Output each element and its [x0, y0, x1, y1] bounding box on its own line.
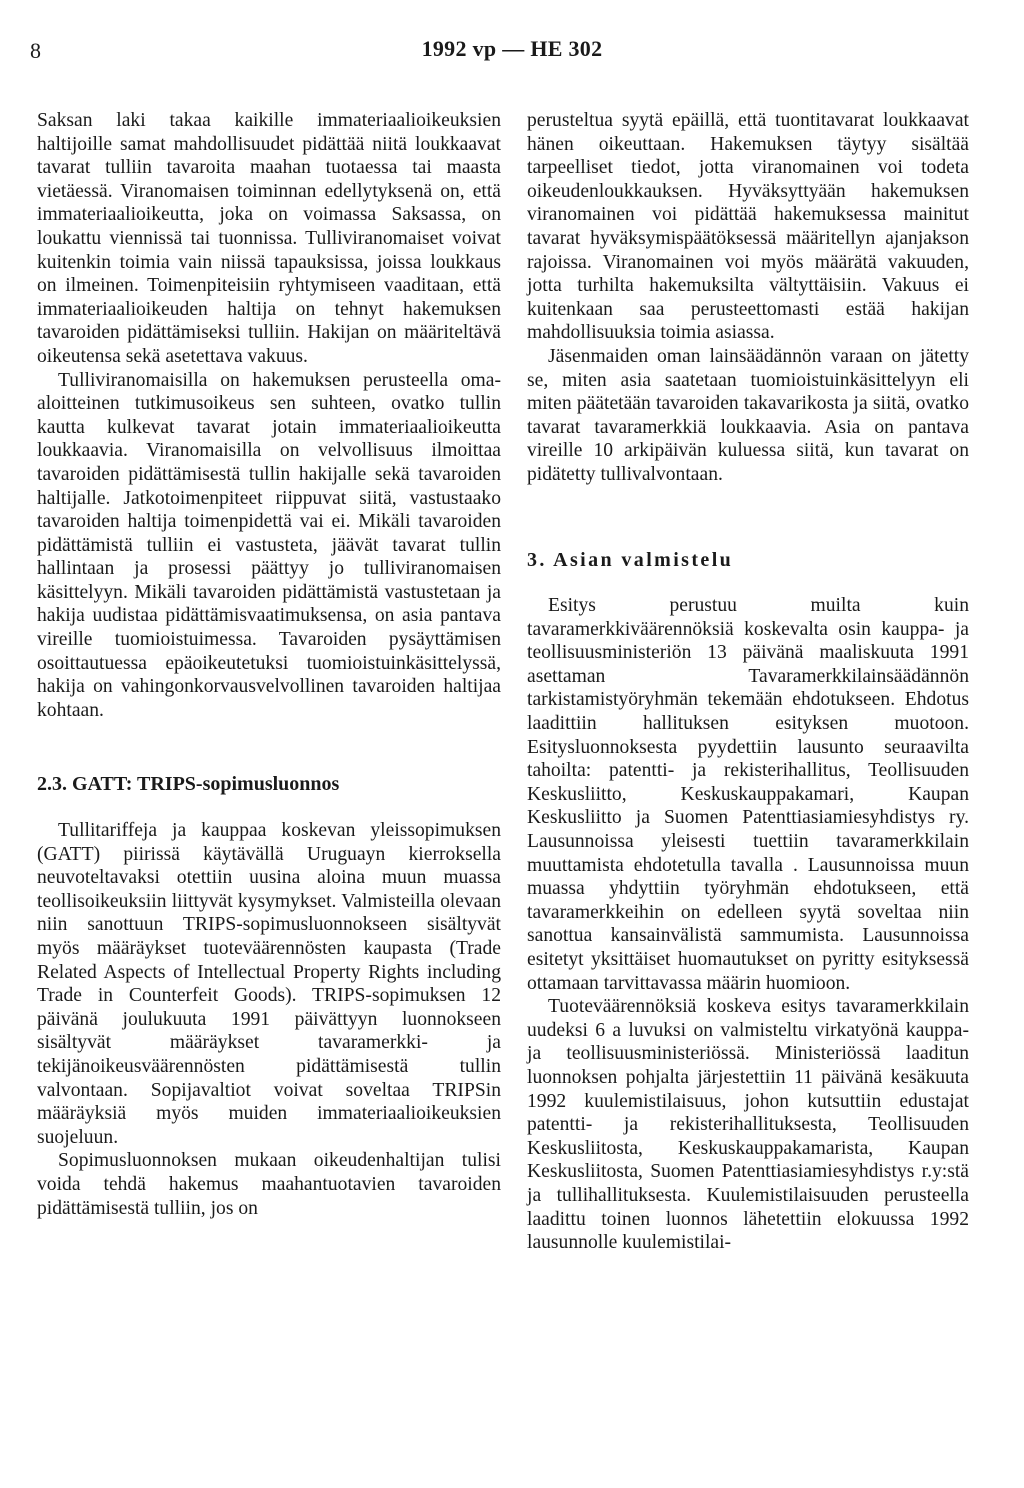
- page-number: 8: [30, 38, 41, 63]
- running-head: 1992 vp — HE 302: [421, 36, 603, 61]
- paragraph: Esitys perustuu muilta kuin tavaramerkkiväärennöksiä koskevalta osin kauppa- ja teollisuusministeriön 13 päivänä maaliskuuta 1991 asettaman Tavaramerkkilainsäädännön tarkistamistyöryhmän tekemään ehdotukseen. Ehdotus laadittiin hallituksen esityksen muotoon. Esitysluonnoksesta pyydettiin lausunto seuraavilta tahoilta: patentti- ja rekisterihallitus, Teollisuuden Keskusliitto, Keskuskauppakamari, Kaupan Keskusliitto ja Suomen Patenttiasiamiesyhdistys ry. Lausunnoissa yleisesti tuettiin tavaramerkkilain muuttamista ehdotetulla tavalla . Lausunnoissa muun muassa yhdyttiin työryhmän ehdotukseen, että tavaramerkkeihin on edelleen syytä soveltaa niin sanottua kansainvälistä sammumista. Lausunnoissa esitetyt yksittäiset huomautukset on pyritty esityksessä ottamaan tarvittavassa määrin huomioon.: [527, 595, 969, 994]
- left-column: [37, 109, 501, 1220]
- paragraph: Sopimusluonnoksen mukaan oikeudenhaltijan tulisi voida tehdä hakemus maahantuotavien tavaroiden pidättämisestä tulliin, jos on: [37, 1150, 501, 1219]
- paragraph: Tullitariffeja ja kauppaa koskevan yleissopimuksen (GATT) piirissä käytävällä Uruguayn kierroksella neuvoteltavaksi otettiin uusina aloina muun muassa teollisoikeuksiin liittyvät kysymykset. Valmisteilla olevaan niin sanottuun TRIPS-sopimusluonnokseen sisältyvät myös määräykset tuoteväärennösten kaupasta (Trade Related Aspects of Intellectual Property Rights including Trade in Counterfeit Goods). TRIPS-sopimuksen 12 päivänä joulukuuta 1991 päivättyyn luonnokseen sisältyvät määräykset tavaramerkki- ja tekijänoikeusväärennösten pidättämisestä tullin valvontaan. Sopijavaltiot voivat soveltaa TRIPSin määräyksiä myös muiden immateriaalioikeuksien suojeluun.: [37, 820, 501, 1148]
- section-heading: 2.3. GATT: TRIPS-sopimusluonnos: [37, 773, 340, 796]
- paragraph: Tulliviranomaisilla on hakemuksen perusteella oma-aloitteinen tutkimusoikeus sen suhteen, ovatko tullin kautta kulkevat tavarat jotain immateriaalioikeutta loukkaavia. Viranomaisilla on velvollisuus ilmoittaa tavaroiden pidättämisestä tullin hakijalle sekä tavaroiden haltijalle. Jatkotoimenpiteet riippuvat siitä, vastustaako tavaroiden haltija toimenpidettä vai ei. Mikäli tavaroiden pidättämistä tulliin ei vastusteta, jäävät tavarat tullin hallintaan ja prosessi päättyy jo tulliviranomaisen käsittelyyn. Mikäli tavaroiden pidättämistä vastustetaan ja hakija uudistaa pidättämisvaatimuksensa, on asia pantava vireille tuomioistuimessa. Tavaroiden pysäyttämisen osoittautuessa epäoikeutetuksi tuomioistuinkäsittelyssä, hakija on vahingonkorvausvelvollinen tavaroiden haltijaa kohtaan.: [37, 369, 501, 721]
- paragraph: Saksan laki takaa kaikille immateriaalioikeuksien haltijoille samat mahdollisuudet pidättää niitä loukkaavat tavarat tulliin tavaroita maahan tuotaessa tai maasta vietäessä. Viranomaisen toiminnan edellytyksenä on, että immateriaalioikeutta, joka on voimassa Saksassa, on loukattu viennissä tai tuonnissa. Tulliviranomaiset voivat kuitenkin toimia vain niissä tapauksissa, joissa loukkaus on ilmeinen. Toimenpiteisiin ryhtymiseen vaaditaan, että immateriaalioikeuden haltija on tehnyt hakemuksen tavaroiden pidättämiseksi tulliin. Hakijan on määriteltävä oikeutensa sekä asetettava vakuus.: [37, 110, 501, 367]
- paragraph: perusteltua syytä epäillä, että tuontitavarat loukkaavat hänen oikeuttaan. Hakemuksen täytyy sisältää tarpeelliset tiedot, jotta viranomainen voi todeta oikeudenloukkauksen. Hyväksyttyään hakemuksen viranomainen voi pidättää hakemuksessa mainitut tavarat hyväksymispäätöksessä määritellyn ajanjakson rajoissa. Viranomainen voi myös määrätä vakuuden, jotta turhilta hakemuksilta vältyttäisiin. Vakuus ei kuitenkaan saa perusteettomasti estää hakijan mahdollisuuksia toimia asiassa.: [527, 110, 969, 344]
- paragraph: Jäsenmaiden oman lainsäädännön varaan on jätetty se, miten asia saatetaan tuomioistuinkäsittelyyn eli miten päätetään tavaroiden takavarikosta ja siitä, ovatko tavarat tavaramerkkiä loukkaavia. Asia on pantava vireille 10 arkipäivän kuluessa siitä, kun tavarat on pidätetty tullivalvontaan.: [527, 345, 969, 485]
- section-heading: 3. Asian valmistelu: [527, 548, 734, 571]
- right-column: [527, 109, 969, 1255]
- paragraph: Tuoteväärennöksiä koskeva esitys tavaramerkkilain uudeksi 6 a luvuksi on valmisteltu virkatyönä kauppa- ja teollisuusministeriössä. Ministeriössä laaditun luonnoksen pohjalta järjestettiin 11 päivänä kesäkuuta 1992 kuulemistilaisuus, johon kutsuttiin edustajat patentti- ja rekisterihallituksesta, Teollisuuden Keskusliitosta, Keskuskauppakamarista, Kaupan Keskusliitosta, Suomen Patenttiasiamiesyhdistys r.y:stä ja tullihallituksesta. Kuulemistilaisuuden perusteella laadittu toinen luonnos lähetettiin elokuussa 1992 lausunnolle kuulemistilai-: [527, 996, 969, 1254]
